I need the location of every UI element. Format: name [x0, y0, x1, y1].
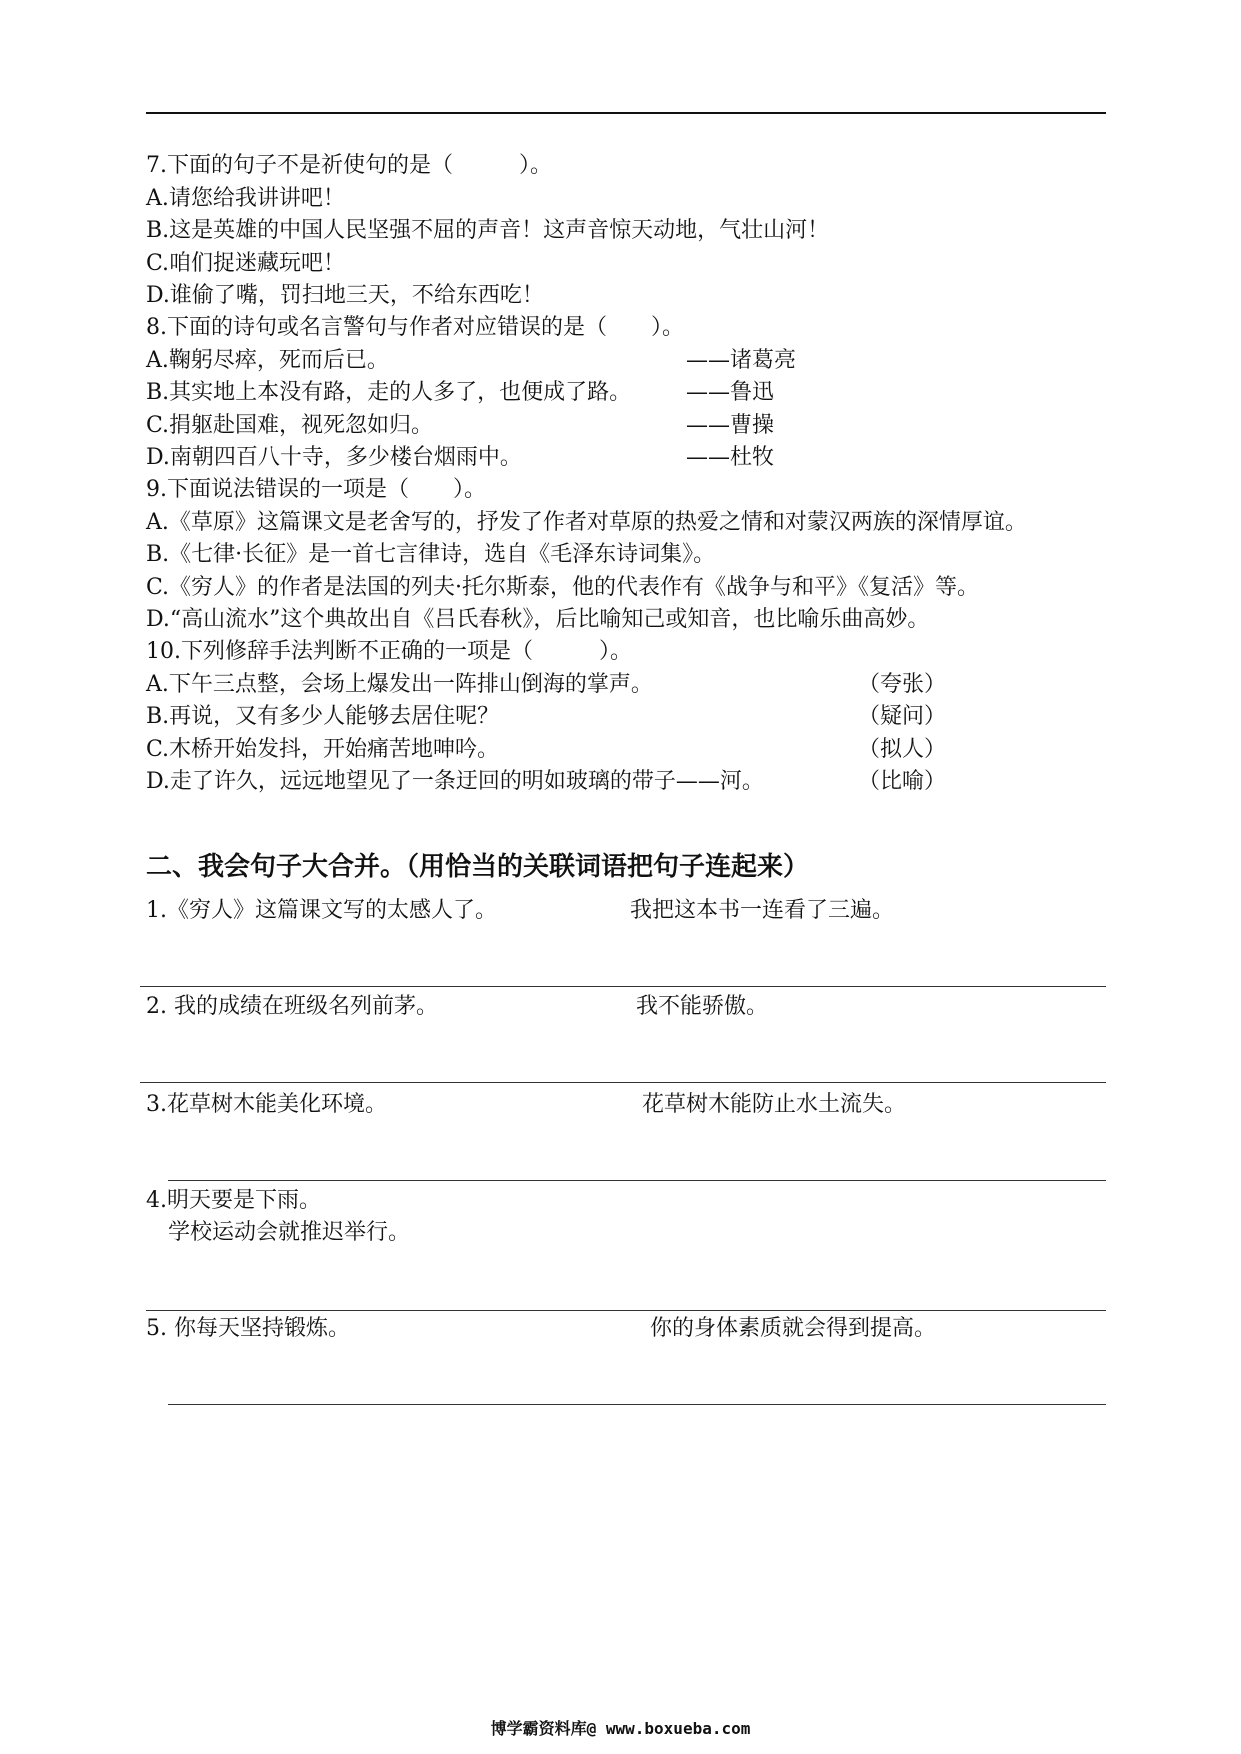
question-10-option-b — [146, 701, 1106, 734]
merge-3-answer-line[interactable] — [168, 1180, 1106, 1181]
header-rule — [146, 112, 1106, 114]
option-text: A.鞠躬尽瘁，死而后已。 — [146, 347, 389, 373]
merge-1-right: 我把这本书一连看了三遍。 — [630, 898, 895, 923]
option-text: C.捐躯赴国难，视死忽如归。 — [146, 412, 434, 438]
option-text: D.南朝四百八十寺，多少楼台烟雨中。 — [146, 445, 522, 470]
option-author: ——诸葛亮 — [686, 347, 797, 373]
question-8 — [146, 312, 1106, 475]
merge-2-right: 我不能骄傲。 — [636, 994, 769, 1019]
option-tag: （比喻） — [858, 769, 947, 794]
question-7 — [146, 150, 1106, 313]
merge-3-right: 花草树木能防止水土流失。 — [642, 1092, 907, 1117]
option-text: A.下午三点整，会场上爆发出一阵排山倒海的掌声。 — [146, 671, 653, 697]
option-text: B.其实地上本没有路，走的人多了，也便成了路。 — [146, 380, 632, 405]
question-9-option-d: D.“高山流水”这个典故出自《吕氏春秋》，后比喻知己或知音，也比喻乐曲高妙。 — [146, 607, 930, 632]
merge-4-left: 4.明天要是下雨。 — [146, 1188, 321, 1213]
option-tag: （疑问） — [858, 704, 947, 729]
option-text: C.木桥开始发抖，开始痛苦地呻吟。 — [146, 736, 500, 762]
question-8-option-b — [146, 377, 1106, 410]
question-8-option-a — [146, 345, 1106, 378]
merge-5-answer-line[interactable] — [168, 1404, 1106, 1405]
option-tag: （拟人） — [858, 736, 947, 762]
option-author: ——鲁迅 — [686, 380, 775, 405]
option-text: D.走了许久，远远地望见了一条迂回的明如玻璃的带子——河。 — [146, 769, 764, 794]
option-text: B.再说，又有多少人能够去居住呢？ — [146, 704, 500, 729]
merge-1-left: 1.《穷人》这篇课文写的太感人了。 — [146, 898, 497, 923]
merge-2-left: 2. 我的成绩在班级名列前茅。 — [146, 994, 438, 1019]
option-author: ——曹操 — [686, 412, 775, 438]
question-7-option-c: C.咱们捉迷藏玩吧！ — [146, 250, 346, 276]
merge-3-left: 3.花草树木能美化环境。 — [146, 1092, 387, 1117]
question-9-option-c: C.《穷人》的作者是法国的列夫·托尔斯泰，他的代表作有《战争与和平》《复活》等。 — [146, 574, 980, 600]
merge-5-left: 5. 你每天坚持锻炼。 — [146, 1316, 350, 1341]
question-10-stem: 10.下列修辞手法判断不正确的一项是（ ）。 — [146, 639, 632, 664]
question-8-option-c — [146, 410, 1106, 443]
merge-4-answer-line[interactable] — [146, 1310, 1106, 1311]
footer-watermark: 博学霸资料库@ www.boxueba.com — [490, 1719, 751, 1738]
question-8-option-d — [146, 442, 1106, 475]
question-9 — [146, 474, 1106, 637]
merge-1-answer-line[interactable] — [140, 986, 1106, 987]
section-2-title: 二、我会句子大合并。（用恰当的关联词语把句子连起来） — [146, 852, 810, 882]
question-7-option-a: A.请您给我讲讲吧！ — [146, 185, 345, 211]
option-tag: （夸张） — [858, 671, 947, 697]
question-10-option-d — [146, 766, 1106, 799]
question-10-option-a — [146, 669, 1106, 702]
question-9-option-b: B.《七律·长征》是一首七言律诗，选自《毛泽东诗词集》。 — [146, 542, 716, 567]
merge-4-right: 学校运动会就推迟举行。 — [168, 1220, 411, 1245]
question-8-stem: 8.下面的诗句或名言警句与作者对应错误的是（ ）。 — [146, 315, 684, 340]
question-10-option-c — [146, 734, 1106, 767]
merge-5-right: 你的身体素质就会得到提高。 — [650, 1316, 937, 1341]
question-7-stem: 7.下面的句子不是祈使句的是（ ）。 — [146, 153, 552, 178]
question-7-option-b: B.这是英雄的中国人民坚强不屈的声音！这声音惊天动地，气壮山河！ — [146, 218, 830, 243]
question-9-stem: 9.下面说法错误的一项是（ ）。 — [146, 477, 486, 502]
question-7-option-d: D.谁偷了嘴，罚扫地三天，不给东西吃！ — [146, 283, 544, 308]
question-10 — [146, 636, 1106, 799]
merge-2-answer-line[interactable] — [140, 1082, 1106, 1083]
option-author: ——杜牧 — [686, 445, 775, 470]
question-9-option-a: A.《草原》这篇课文是老舍写的，抒发了作者对草原的热爱之情和对蒙汉两族的深情厚谊。 — [146, 509, 1027, 535]
